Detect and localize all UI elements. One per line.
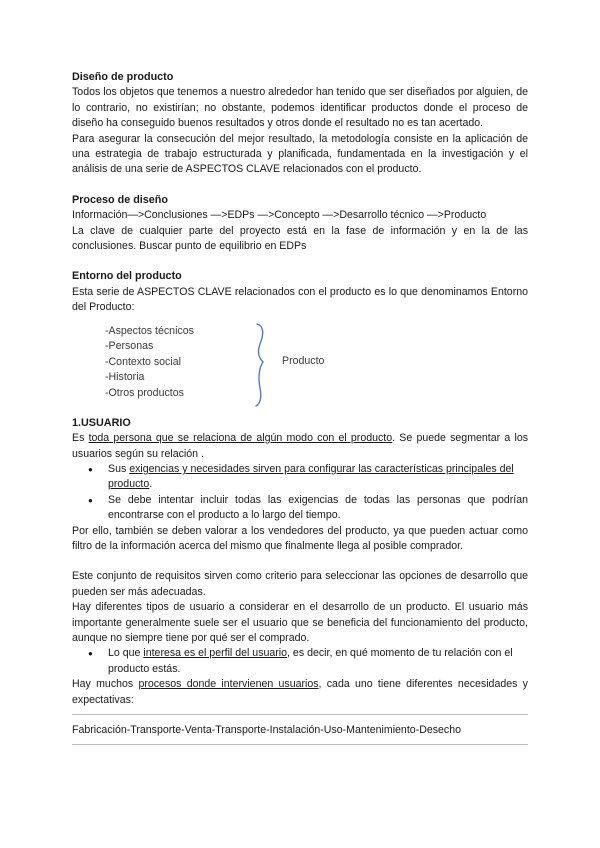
text-run: , es decir, en qué momento de tu relación con el producto estás. [108, 647, 513, 675]
aspect-item: -Otros productos [105, 387, 184, 400]
paragraph: Para asegurar la consecución del mejor resultado, la metodología consiste en la aplicación de una estrategia de trabajo estructurada y planificada, fundamentada en la investigación y el análisis de una serie de ASPECTOS CLAVE relacionados con el producto. [72, 132, 528, 176]
paragraph: Hay diferentes tipos de usuario a considerar en el desarrollo de un producto. El usuario más importante generalmente suele ser el usuario que se beneficia del funcionamiento del producto, aunque no siempre tiene por qué ser el comprado. [72, 601, 528, 644]
aspect-item: -Historia [105, 371, 145, 384]
process-flow: Información—>Conclusiones —>EDPs —>Concepto —>Desarrollo técnico —>Producto [72, 209, 487, 222]
text-run: . [149, 478, 153, 491]
curly-brace-icon [254, 322, 270, 408]
text-run: Lo que [108, 647, 144, 660]
divider [72, 744, 528, 745]
entorno-diagram [72, 324, 528, 410]
paragraph: Todos los objetos que tenemos a nuestro alrededor han tenido que ser diseñados por alguien, de lo contrario, no existirían; no obstante, podemos identificar productos donde el proceso de diseño ha conseguido buenos resultados y otros donde el resultado no es tan acertado. [72, 86, 528, 130]
section-title-proceso: Proceso de diseño [72, 193, 169, 206]
section-title-usuario: 1.USUARIO [72, 416, 131, 429]
paragraph: Por ello, también se deben valorar a los vendedores del producto, ya que pueden actuar como filtro de la información acerca del mismo que finalmente llega al posible comprador. [72, 524, 528, 552]
paragraph [72, 677, 528, 708]
paragraph: Esta serie de ASPECTOS CLAVE relacionados con el producto es lo que denominamos Entorno del Producto: [72, 285, 528, 314]
underlined-text: exigencias y necesidades sirven para configurar las características principales del producto [108, 462, 514, 491]
document-page [72, 70, 528, 745]
process-chain: Fabricación-Transporte-Venta-Transporte-Instalación-Uso-Mantenimiento-Desecho [72, 724, 461, 736]
paragraph [72, 431, 528, 462]
underlined-text: procesos donde intervienen usuarios [138, 678, 319, 691]
bullet-list [72, 646, 528, 677]
paragraph: La clave de cualquier parte del proyecto está en la fase de información y en la de las conclusiones. Buscar punto de equilibrio en EDPs [72, 224, 528, 253]
aspect-list [105, 324, 194, 402]
aspect-item: -Aspectos técnicos [105, 324, 194, 337]
section-title-entorno: Entorno del producto [72, 270, 182, 283]
product-label: Producto [282, 354, 325, 367]
list-item [72, 462, 528, 493]
text-run: Es [72, 432, 89, 445]
underlined-text: interesa es el perfil del usuario [143, 647, 288, 660]
aspect-item: -Contexto social [105, 355, 181, 368]
bullet-list [72, 462, 528, 524]
paragraph: Este conjunto de requisitos sirven como criterio para seleccionar las opciones de desarrollo que pueden ser más adecuadas. [72, 570, 528, 598]
text-run: Sus [108, 462, 130, 475]
aspect-item: -Personas [105, 340, 154, 353]
list-item: ● Se debe intentar incluir todas las exigencias de todas las personas que podrían encontrarse con el producto a lo largo del tiempo. [72, 493, 528, 524]
text-run: Hay muchos [72, 678, 139, 691]
underlined-text: toda persona que se relaciona de algún modo con el producto [88, 432, 393, 445]
text-run: , cada uno tiene diferentes necesidades y expectativas: [72, 678, 528, 706]
text-run: . Se puede segmentar a los usuarios según su relación . [72, 432, 529, 460]
section-title-diseno: Diseño de producto [72, 71, 174, 83]
list-item [72, 646, 528, 677]
